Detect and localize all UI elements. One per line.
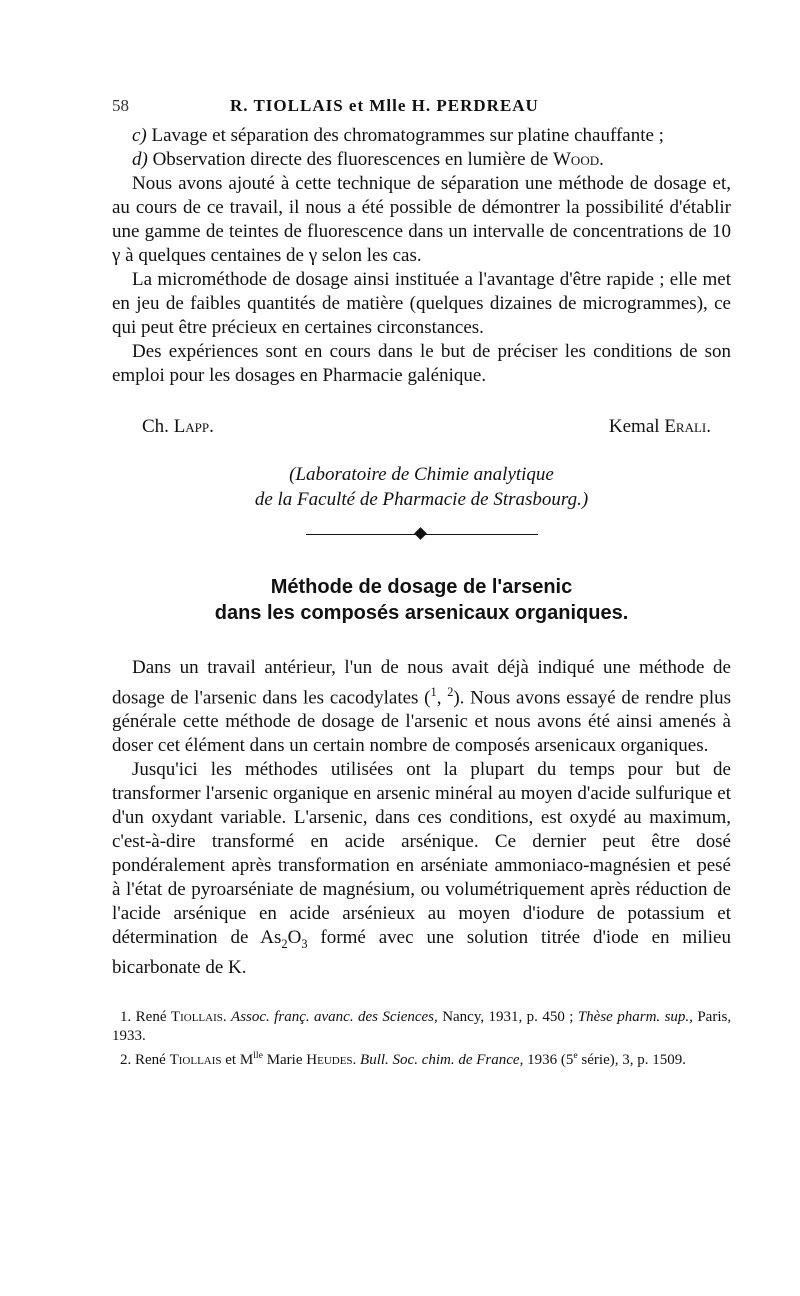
article-p2-text-a: Jusqu'ici les méthodes utilisées ont la plupart du temps pour but de transformer l'arsenic organique en arsenic minéral au moyen d'acide sulfurique et d'un oxydant variable. L'arsenic, dans ces conditions, est oxydé au maximum, c'est-à-dire transformé en acide arsénique. Ce dernier peut être dosé pondéralement après transformation en arséniate ammoniaco-magnésien et pesé à l'état de pyroarséniate de magnésium, ou volumétriquement après réduction de l'acide arsénique en acide arsénieux au moyen d'iodure de potassium et détermination de As [112,759,731,949]
fn2-author2-first: Marie [266,1052,303,1069]
fn1-author-first: René [135,1009,167,1026]
signature-lapp [142,416,214,438]
article-paragraph-2 [112,758,731,980]
fn2-series-sup: e [573,1050,578,1062]
footnote-ref-1: 1 [430,685,437,699]
lab-line-2: de la Faculté de Pharmacie de Strasbourg.) [254,489,589,510]
page [112,96,731,1070]
running-head: R. TIOLLAIS et Mlle H. PERDREAU [230,96,539,115]
footnote-2 [112,1046,731,1070]
paragraph-2: La microméthode de dosage ainsi instituée a l'avantage d'être rapide ; elle met en jeu de faibles quantités de matière (quelques dizaines de microgrammes), ce qui peut être précieux en certaines circonstances. [112,269,731,338]
fn2-details-2: série), 3, p. 1509. [577,1052,686,1069]
fn1-thesis-details: Paris, 1933. [112,1009,732,1045]
title-line-1: Méthode de dosage de l'arsenic [270,576,573,598]
article-p2-text-b: formé avec une solution titrée d'iode en milieu bicarbonate de K. [112,927,731,979]
diamond-ornament-icon [414,527,427,540]
article-p1-text-a: Dans un travail antérieur, l'un de nous avait déjà indiqué une méthode de dosage de l'arsenic dans les cacodylates ( [112,657,731,709]
fn2-source: Bull. Soc. chim. de France, [360,1052,524,1069]
item-text-d: Observation directe des fluorescences en lumière de [152,149,549,170]
paragraph-1: Nous avons ajouté à cette technique de séparation une méthode de dosage et, au cours de ce travail, il nous a été possible de démontrer la possibilité d'établir une gamme de teintes de fluorescence dans un intervalle de concentrations de 10 γ à quelques centaines de γ selon les cas. [112,173,731,266]
ref-separator: , [436,687,448,709]
list-item-d [112,148,731,172]
signature-erali-last: Erali. [664,416,711,437]
fn2-number: 2. [120,1052,132,1069]
formula-sub-1: 2 [281,937,288,952]
article-title [112,574,731,626]
fn2-title-sup: lle [253,1050,263,1062]
fn1-details: Nancy, 1931, p. 450 ; [442,1009,574,1026]
paragraph-3: Des expériences sont en cours dans le but de préciser les conditions de son emploi pour les dosages en Pharmacie galénique. [112,341,731,386]
fn1-number: 1. [120,1009,132,1026]
footnote-1 [112,1008,731,1046]
laboratory-affiliation [112,462,731,512]
signature-erali-first: Kemal [608,416,660,437]
fn1-thesis: Thèse pharm. sup., [577,1009,693,1026]
fn1-author-last: Tiollais. [170,1009,227,1026]
fn2-author1-last: Tiollais [169,1052,222,1069]
article-p1-text-b: ). Nous avons essayé de rendre plus générale cette méthode de dosage de l'arsenic et nous avons été ainsi amenés à doser cet élément dans un certain nombre de composés arsenicaux organiques. [112,687,732,757]
fn1-source: Assoc. franç. avanc. des Sciences, [231,1009,438,1026]
item-label-c: c) [132,125,147,146]
title-line-2: dans les composés arsenicaux organiques. [214,602,629,624]
fn2-title: M [239,1052,254,1069]
running-header [112,96,731,124]
footnotes [112,1008,731,1070]
footnote-ref-2: 2 [447,685,454,699]
signatures [112,416,731,438]
lab-line-1: (Laboratoire de Chimie analytique [289,464,554,485]
signature-lapp-last: Lapp. [173,416,214,437]
signature-erali [609,416,711,438]
article-paragraph-1 [112,656,731,758]
section-divider [306,522,538,546]
formula-sub-2: 3 [301,937,308,952]
item-text-c: Lavage et séparation des chromatogrammes sur platine chauffante ; [151,125,664,146]
item-label-d: d) [132,149,148,170]
article-body [112,656,731,980]
fn2-author2-last: Heudes. [306,1052,357,1069]
wood-name: Wood. [553,149,604,170]
list-item-c [112,124,731,148]
signature-lapp-first: Ch. [142,416,169,437]
formula-oxygen: O [287,927,302,949]
fn2-details: 1936 (5 [527,1052,574,1069]
fn2-author1-first: René [135,1052,166,1069]
page-number: 58 [112,96,129,115]
fn2-and: et [225,1052,237,1069]
